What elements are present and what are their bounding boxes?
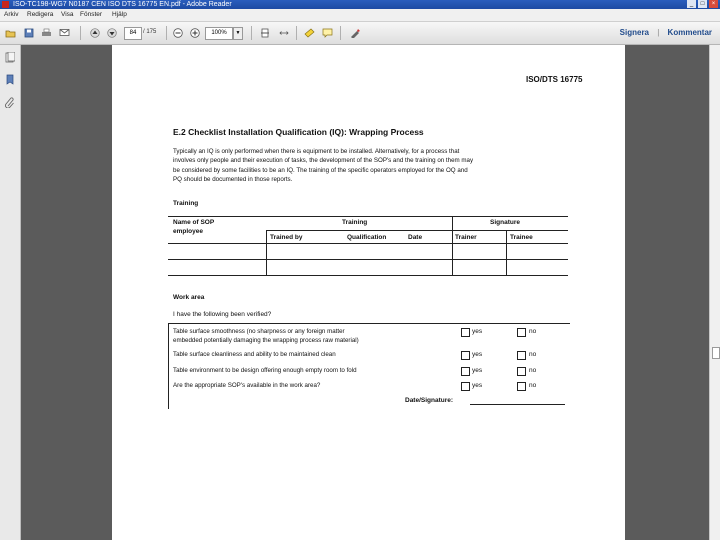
employee-label: employee [173,228,203,235]
sign-tool-icon[interactable] [348,26,361,39]
checklist-item-text: Table surface smoothness (no sharpness or any foreign matter [173,328,345,335]
no-checkbox[interactable] [517,382,526,391]
attachments-icon[interactable] [5,95,15,106]
yes-label: yes [472,351,483,358]
trained-by-header: Trained by [270,234,303,241]
verified-question: I have the following been verified? [173,311,272,318]
window-title: ISO-TC198-WG7 N0187 CEN ISO DTS 16775 EN.pdf - Adobe Reader [13,1,232,8]
close-button[interactable]: × [709,0,718,8]
qualification-header: Qualification [347,234,387,241]
save-icon[interactable] [22,26,35,39]
toolbar-link-separator: | [657,28,660,37]
checklist-item-text: Table surface cleanliness and ability to be maintained clean [173,351,336,358]
print-icon[interactable] [40,26,53,39]
toolbar-separator [166,26,167,40]
yes-label: yes [472,328,483,335]
checklist-item-text: Table environment to be design offering enough empty room to fold [173,367,357,374]
sign-button[interactable]: Signera [619,28,649,37]
table-column-rule [506,230,507,275]
intro-line: involves only people and their execution of tasks, the development of the SOP's and the training on them may [173,157,474,165]
fit-page-icon[interactable] [258,26,271,39]
highlight-icon[interactable] [303,26,316,39]
intro-line: be considered by some facilities to be an IQ. The training of the specific operators employed for the OQ and [173,166,468,174]
intro-line: Typically an IQ is only performed when there is equipment to be installed. Alternatively, for a process that [173,148,460,155]
comment-button[interactable]: Kommentar [667,28,712,37]
section-heading: E.2 Checklist Installation Qualification (IQ): Wrapping Process [173,127,424,137]
trainee-header: Trainee [510,234,533,241]
zoom-dropdown-icon[interactable]: ▼ [233,27,243,40]
adobe-reader-icon [2,1,9,8]
pages-thumbnail-icon[interactable] [5,50,15,61]
intro-line: PQ should be documented in those reports. [173,175,293,183]
yes-checkbox[interactable] [461,328,470,337]
table-column-rule [266,230,267,275]
menu-arkiv[interactable]: Arkiv [4,11,19,18]
signature-column-header: Signature [490,219,520,226]
vertical-scrollbar[interactable] [709,45,720,540]
email-icon[interactable] [58,26,71,39]
checklist-item [173,366,453,375]
comment-icon[interactable] [321,26,334,39]
table-rule [266,230,568,231]
menu-hjalp[interactable]: Hjälp [112,11,127,18]
toolbar-separator [80,26,81,40]
right-toolbar-links [614,27,712,39]
zoom-input[interactable]: 100% [205,27,233,40]
no-label: no [529,367,537,374]
bookmarks-icon[interactable] [5,72,15,83]
no-checkbox[interactable] [517,351,526,360]
menu-visa[interactable]: Visa [61,11,74,18]
checklist-item-text: Are the appropriate SOP's available in the work area? [173,382,321,389]
previous-page-icon[interactable] [88,26,101,39]
no-label: no [529,328,537,335]
navigation-pane [0,45,21,540]
date-signature-label: Date/Signature: [405,397,454,404]
toolbar-separator [251,26,252,40]
zoom-out-icon[interactable] [171,26,184,39]
no-checkbox[interactable] [517,367,526,376]
training-heading: Training [173,200,199,207]
toolbar [0,22,720,45]
open-icon[interactable] [4,26,17,39]
table-column-rule [452,216,453,275]
no-label: no [529,351,537,358]
training-column-header: Training [342,219,368,226]
toolbar-separator [296,26,297,40]
table-rule [168,259,568,260]
fit-width-icon[interactable] [277,26,290,39]
document-id: ISO/DTS 16775 [526,75,583,84]
toolbar-separator [340,26,341,40]
checklist-border-top [168,323,570,324]
date-header: Date [408,234,423,241]
work-area-heading: Work area [173,294,205,301]
zoom-in-icon[interactable] [188,26,201,39]
scrollbar-thumb[interactable] [712,347,720,359]
menu-fonster[interactable]: Fönster [80,11,103,18]
table-rule [168,243,568,244]
page-number-input[interactable]: 84 [124,27,142,40]
page-total: / 175 [143,29,157,35]
yes-label: yes [472,367,483,374]
maximize-button[interactable]: □ [698,0,707,8]
window-titlebar [0,0,720,9]
checklist-item-text: embedded potentially damaging the wrapping process raw material) [173,337,359,345]
name-of-sop-label: Name of SOP [173,219,215,226]
yes-label: yes [472,382,483,389]
yes-checkbox[interactable] [461,382,470,391]
checklist-item [173,381,453,390]
yes-checkbox[interactable] [461,351,470,360]
no-checkbox[interactable] [517,328,526,337]
table-rule [168,275,568,276]
checklist-item [173,327,453,346]
checklist-item [173,350,453,359]
window-controls [687,0,718,8]
next-page-icon[interactable] [105,26,118,39]
pdf-page [112,45,625,540]
checklist-border-left [168,323,169,409]
menu-redigera[interactable]: Redigera [27,11,54,18]
intro-paragraph [173,147,593,184]
minimize-button[interactable]: _ [687,0,696,8]
table-rule [168,216,568,217]
yes-checkbox[interactable] [461,367,470,376]
signature-line [470,404,565,405]
no-label: no [529,382,537,389]
trainer-header: Trainer [455,234,477,241]
menu-bar [0,9,720,22]
